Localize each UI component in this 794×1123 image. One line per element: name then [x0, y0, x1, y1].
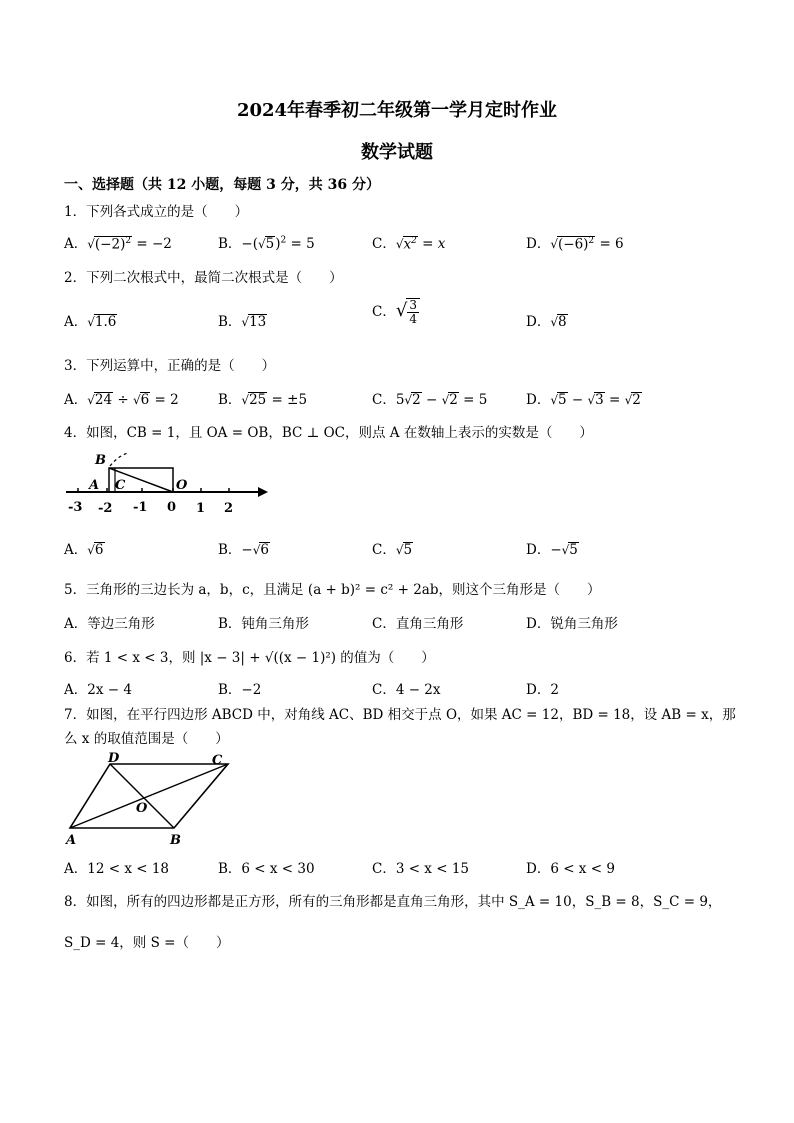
q5-option-d: D．锐角三角形 — [526, 616, 618, 632]
q1-option-b: B．$-(√5)^2 = 5$ — [218, 235, 315, 252]
tick-label-neg1: -1 — [133, 500, 148, 515]
q7-option-c: C．3 < x < 15 — [372, 861, 469, 877]
q6-option-d: D．2 — [526, 682, 559, 698]
q6-option-a: A．2x − 4 — [64, 682, 132, 698]
label-d: D — [108, 751, 120, 766]
q3-option-b: B．√25 = ±5 — [218, 392, 308, 408]
q3-option-a: A．√24 ÷ √6 = 2 — [64, 392, 179, 408]
q7-option-d: D．6 < x < 9 — [526, 861, 615, 877]
question-2-stem: 2．下列二次根式中，最简二次根式是（ ） — [64, 270, 343, 286]
q2-option-a: A．√1.6 — [64, 314, 117, 330]
label-a: A — [89, 478, 100, 493]
number-line-figure — [62, 446, 276, 518]
question-1-stem: 1．下列各式成立的是（ ） — [64, 204, 249, 220]
q2-option-c: C．√ $\frac{3}{4}$ — [372, 298, 420, 326]
question-7-stem-line1: 7．如图，在平行四边形 ABCD 中，对角线 AC、BD 相交于点 O，如果 AC = 12，BD = 18，设 AB = x，那 — [64, 707, 736, 723]
q1-option-d: D．$√(-6)^2 = 6$ — [526, 235, 624, 252]
tick-label-neg2: -2 — [98, 501, 113, 516]
q4-option-d: D．−√5 — [526, 542, 578, 558]
tick-label-neg3: -3 — [68, 500, 83, 515]
label-c: C — [212, 753, 223, 768]
q5-option-a: A．等边三角形 — [64, 616, 155, 632]
q5-option-b: B．钝角三角形 — [218, 616, 309, 632]
q7-option-b: B．6 < x < 30 — [218, 861, 315, 877]
parallelogram-figure — [62, 750, 238, 846]
q4-option-b: B．−√6 — [218, 542, 269, 558]
q6-option-c: C．4 − 2x — [372, 682, 441, 698]
diagonal-ac — [70, 764, 228, 828]
label-a: A — [66, 833, 77, 846]
q4-option-c: C．√5 — [372, 542, 413, 558]
q2-option-b: B．√13 — [218, 314, 267, 330]
tick-label-0: 0 — [167, 500, 177, 515]
section-heading: 一、选择题（共 12 小题，每题 3 分，共 36 分） — [64, 177, 380, 193]
label-o: O — [136, 801, 148, 816]
question-8-stem-line2: S_D = 4，则 S =（ ） — [64, 935, 230, 951]
q1-option-a: A．$√(-2)^2 = -2$ — [64, 235, 172, 252]
q1-option-c: C．$√x^2 = x$ — [372, 235, 446, 252]
q4-option-a: A．√6 — [64, 542, 104, 558]
q3-option-d: D．√5 − √3 = √2 — [526, 392, 641, 408]
tick-label-2: 2 — [224, 501, 234, 516]
label-b: B — [170, 833, 181, 846]
label-o: O — [176, 478, 188, 493]
page-title: 2024年春季初二年级第一学月定时作业 — [236, 100, 558, 121]
diagonal-bd — [110, 764, 174, 828]
q5-option-c: C．直角三角形 — [372, 616, 464, 632]
question-8-stem-line1: 8．如图，所有的四边形都是正方形，所有的三角形都是直角三角形，其中 S_A = 10，S_B = 8，S_C = 9， — [64, 894, 722, 910]
label-b: B — [95, 453, 106, 468]
tick-label-1: 1 — [196, 501, 206, 516]
page-subtitle: 数学试题 — [361, 142, 433, 163]
question-7-stem-line2: 么 x 的取值范围是（ ） — [64, 731, 229, 747]
axis-arrow-icon — [258, 487, 268, 497]
question-5-stem: 5．三角形的三边长为 a，b，c，且满足 (a + b)² = c² + 2ab，则这个三角形是（ ） — [64, 582, 601, 598]
q6-option-b: B．−2 — [218, 682, 262, 698]
q3-option-c: C．5√2 − √2 = 5 — [372, 392, 488, 408]
q7-option-a: A．12 < x < 18 — [64, 861, 170, 877]
q2-option-d: D．√8 — [526, 314, 567, 330]
arc-dashed — [110, 453, 128, 466]
question-6-stem: 6．若 1 < x < 3，则 |x − 3| + √((x − 1)²) 的值为（ ） — [64, 650, 435, 666]
label-c: C — [115, 478, 126, 493]
question-4-stem: 4．如图，CB = 1，且 OA = OB，BC ⊥ OC，则点 A 在数轴上表示的实数是（ ） — [64, 425, 593, 441]
question-3-stem: 3．下列运算中，正确的是（ ） — [64, 358, 276, 374]
